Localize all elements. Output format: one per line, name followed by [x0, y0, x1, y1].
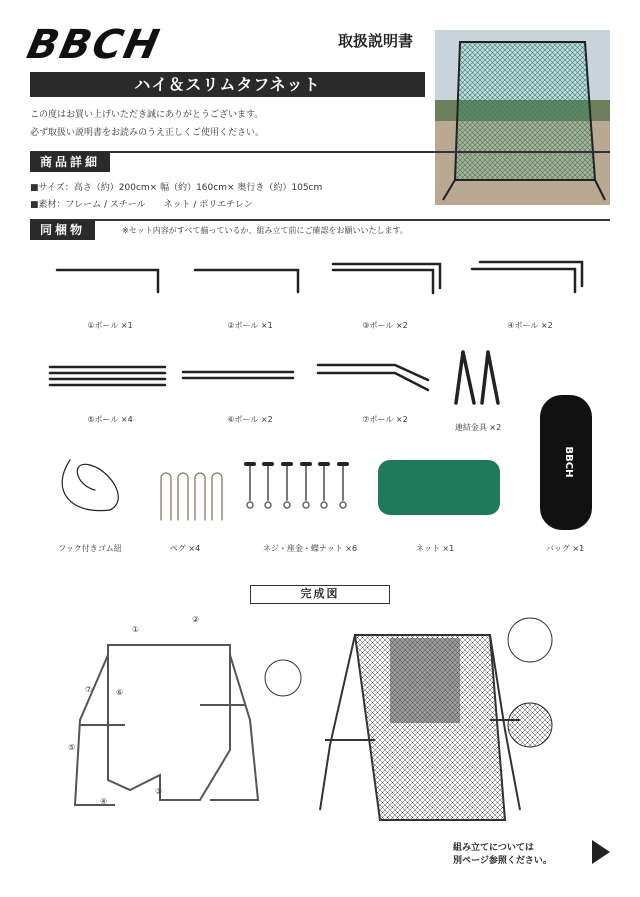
part-label: ペグ ×4: [169, 544, 201, 553]
pole-7-image: [318, 365, 428, 390]
parts-illustrations: [0, 250, 640, 550]
diagram-label: ⑦: [85, 685, 93, 694]
contents-note: ※セット内容がすべて揃っているか、組み立て前にご確認をお願いいたします。: [122, 226, 408, 235]
part-label: ④ポール ×2: [507, 321, 553, 330]
document-title: 取扱説明書: [338, 32, 414, 50]
spec-material: ■素材：フレーム / スチール ネット / ポリエチレン: [30, 200, 253, 210]
part-label: ⑤ポール ×4: [87, 415, 133, 424]
diagram-label: ⑥: [116, 688, 124, 697]
connector-image: [456, 352, 498, 403]
part-label: ⑦ポール ×2: [362, 415, 408, 424]
intro-line: この度はお買い上げいただき誠にありがとうございます。: [30, 110, 264, 120]
spec-size: ■サイズ：高さ（約）200cm× 幅（約）160cm× 奥行き（約）105cm: [30, 183, 323, 193]
part-label: ③ポール ×2: [362, 321, 408, 330]
peg-image: [161, 473, 222, 520]
part-label: ②ポール ×1: [227, 321, 273, 330]
bungee-image: [62, 460, 118, 511]
section-heading-contents: 同梱物: [30, 220, 95, 240]
pole-3-image: [333, 264, 440, 293]
part-label: フック付きゴム紐: [58, 544, 122, 553]
diagram-label: ③: [155, 787, 163, 796]
product-title: ハイ＆スリムタフネット: [30, 72, 425, 97]
part-label: バッグ ×1: [545, 544, 585, 553]
part-label: ①ポール ×1: [87, 321, 133, 330]
footer-line: 別ページ参照ください。: [453, 856, 552, 866]
net-photo-illustration: [435, 30, 610, 205]
section-heading-details: 商品詳細: [30, 152, 110, 172]
pole-4-image: [472, 262, 582, 292]
diagram-label: ⑤: [68, 743, 76, 752]
diagram-label: ②: [192, 615, 200, 624]
bolt-image: [250, 466, 343, 500]
footer-line: 組み立てについては: [453, 843, 534, 853]
divider: [30, 151, 610, 153]
next-page-arrow-icon: [592, 840, 610, 864]
assembly-diagram: [0, 610, 640, 840]
part-label: ネジ・座金・蝶ナット ×6: [262, 544, 358, 553]
pole-5-image: [50, 367, 165, 385]
pole-6-image: [183, 372, 293, 378]
net-image: [378, 460, 500, 515]
pole-2-image: [195, 270, 298, 292]
diagram-label: ④: [100, 797, 108, 806]
part-label: ⑥ポール ×2: [227, 415, 273, 424]
diagram-label: ①: [132, 625, 140, 634]
section-heading-completed: 完成図: [250, 585, 390, 604]
pole-1-image: [57, 270, 158, 292]
intro-line: 必ず取扱い説明書をお読みのうえ正しくご使用ください。: [30, 128, 265, 138]
divider: [30, 219, 610, 221]
brand-logo: BBCH: [23, 22, 165, 68]
product-photo: [435, 30, 610, 205]
part-label: ネット ×1: [415, 544, 455, 553]
part-label: 連結金具 ×2: [454, 423, 502, 432]
bag-logo: BBCH: [563, 446, 574, 478]
footer-note: [453, 842, 552, 868]
